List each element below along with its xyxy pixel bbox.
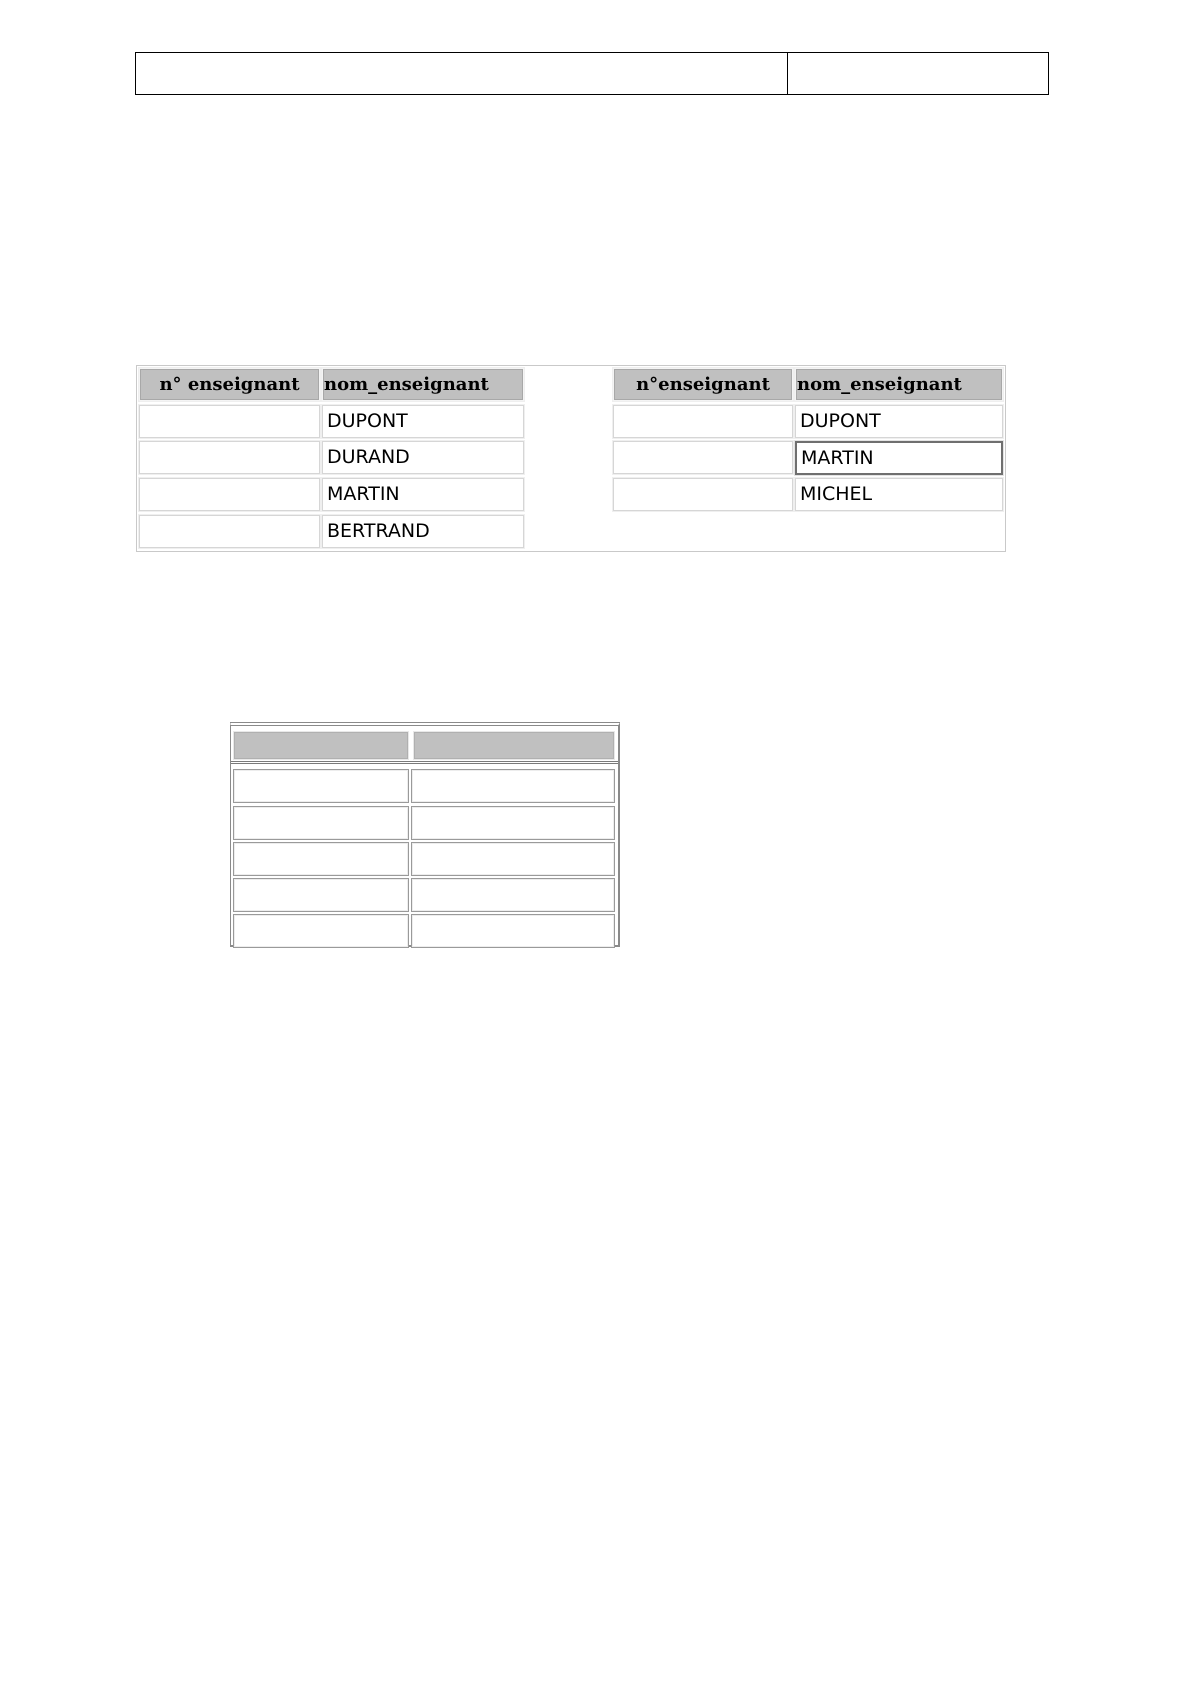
table-row xyxy=(613,441,793,474)
table-left-header-name: nom_enseignant xyxy=(322,368,524,401)
table-row xyxy=(613,478,793,511)
table-row xyxy=(139,515,320,548)
table-left-header-id: n° enseignant xyxy=(139,368,320,401)
table-right-header-id: n°enseignant xyxy=(613,368,793,401)
table-result-header-1 xyxy=(233,731,409,760)
table-row xyxy=(233,914,409,948)
table-cell xyxy=(411,914,615,948)
table-cell-name: DUPONT xyxy=(322,405,524,438)
header-divider xyxy=(787,53,788,94)
table-result-header-rule xyxy=(231,761,618,764)
table-cell-name: MARTIN xyxy=(795,441,1003,475)
table-cell xyxy=(411,769,615,803)
table-row xyxy=(233,842,409,876)
table-row xyxy=(233,769,409,803)
table-cell xyxy=(411,842,615,876)
table-cell-name: DUPONT xyxy=(795,405,1003,438)
table-row xyxy=(613,405,793,438)
table-cell-name: MARTIN xyxy=(322,478,524,511)
table-row xyxy=(139,441,320,474)
table-right-header-name: nom_enseignant xyxy=(795,368,1003,401)
table-cell-name: DURAND xyxy=(322,441,524,474)
header-box xyxy=(135,52,1049,95)
table-cell xyxy=(411,806,615,840)
table-row xyxy=(139,478,320,511)
table-row xyxy=(233,878,409,912)
table-cell-name: MICHEL xyxy=(795,478,1003,511)
table-result-header-2 xyxy=(413,731,615,760)
table-row xyxy=(233,806,409,840)
table-row xyxy=(139,405,320,438)
table-result xyxy=(230,722,620,947)
table-cell-name: BERTRAND xyxy=(322,515,524,548)
table-cell xyxy=(411,878,615,912)
